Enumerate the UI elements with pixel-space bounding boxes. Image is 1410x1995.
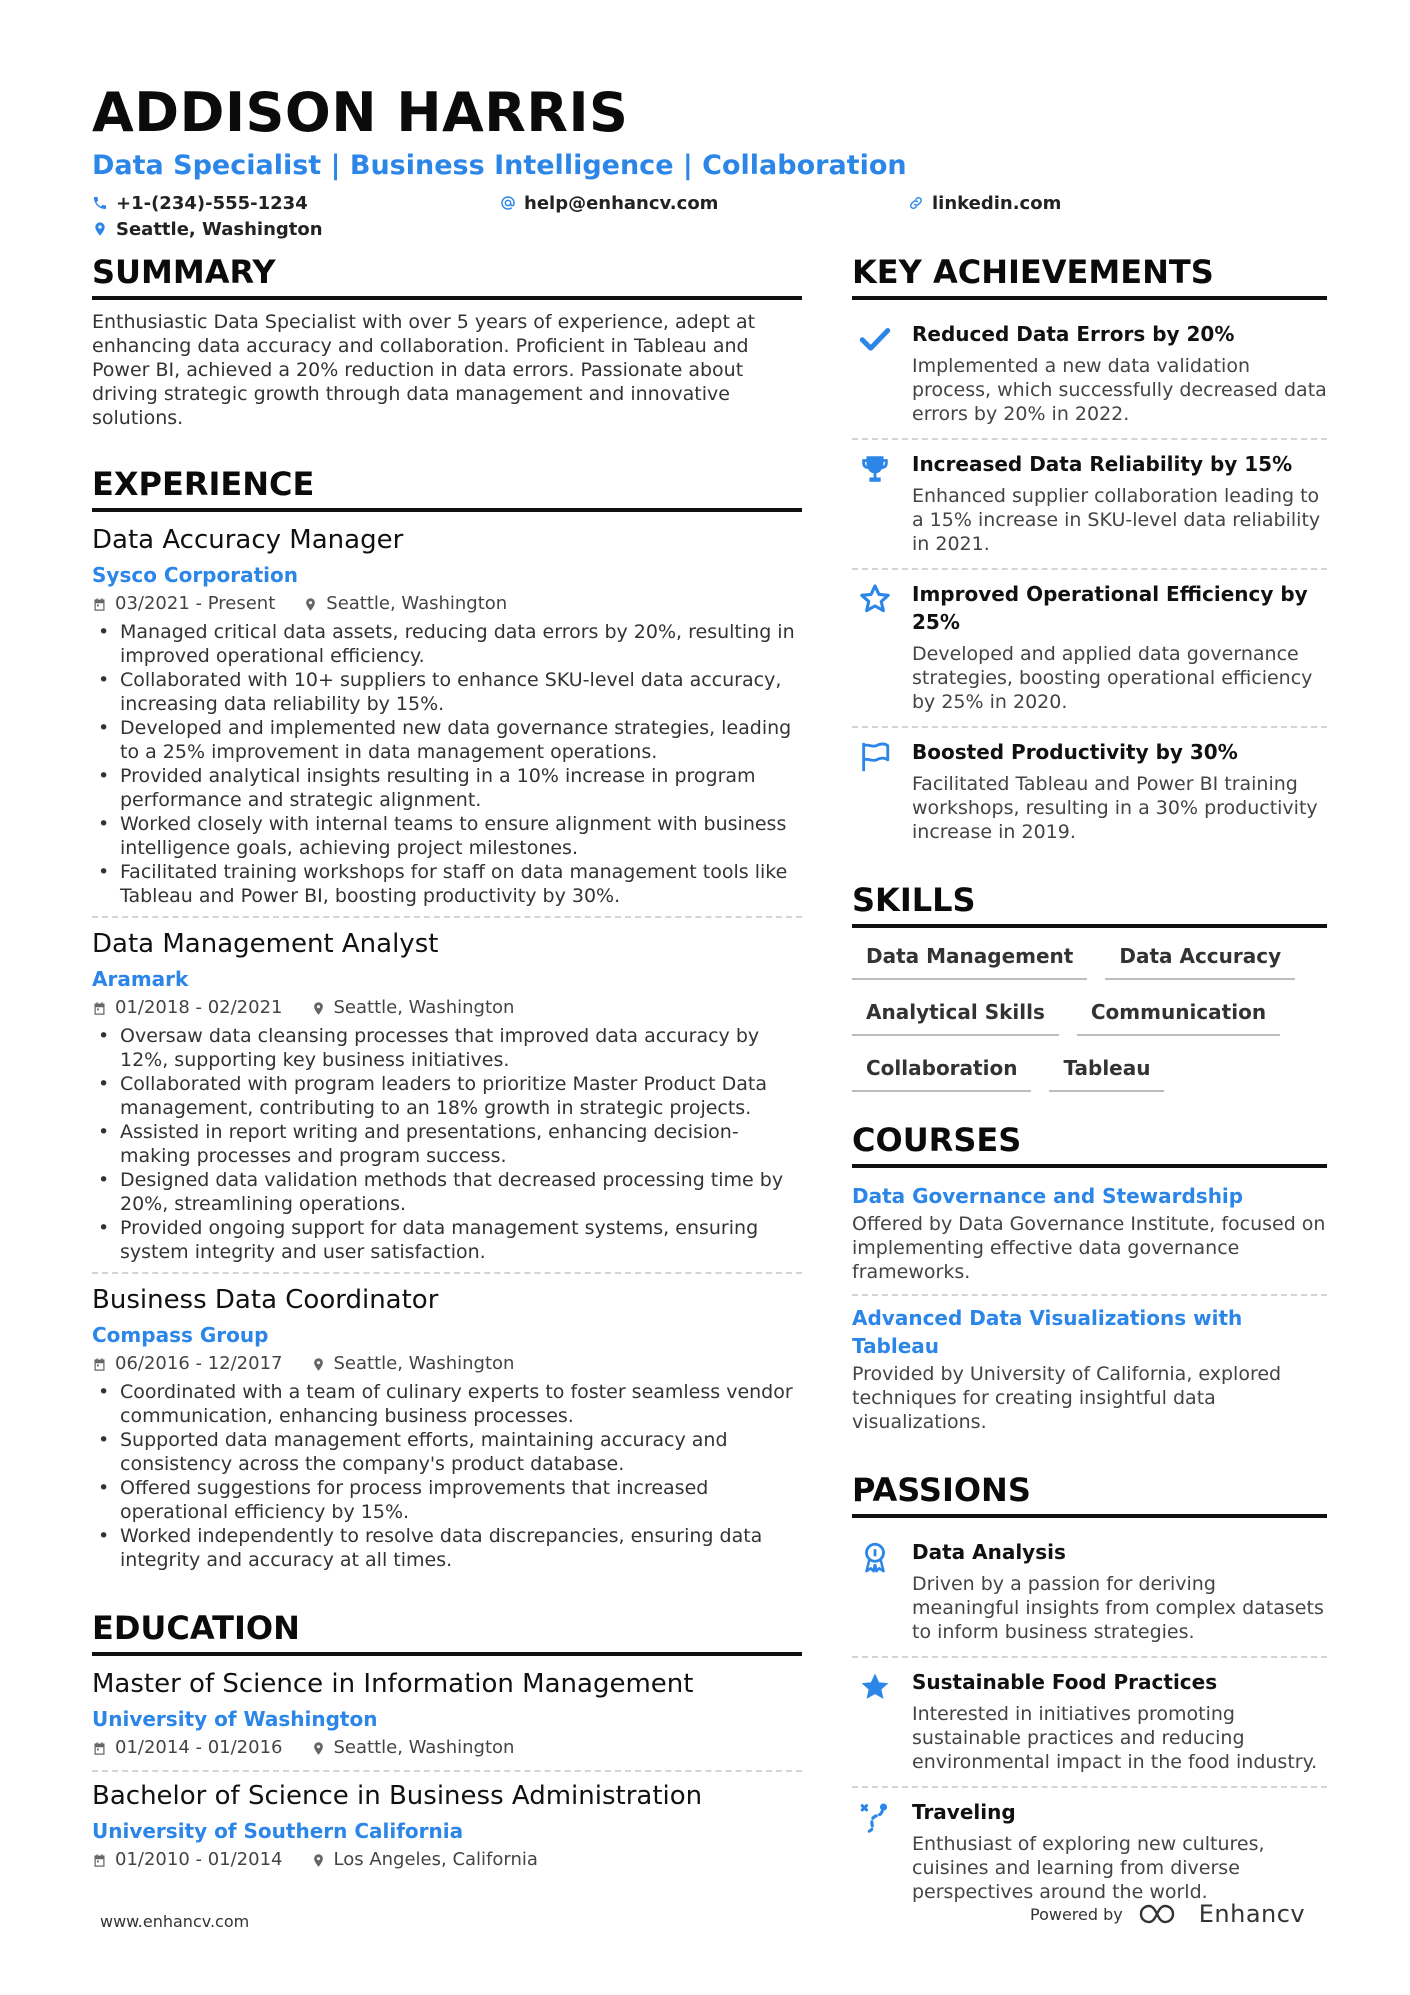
job-entry: [92, 522, 802, 916]
location-pin-icon: [303, 597, 318, 612]
achievement-item: [852, 438, 1327, 568]
skill-tag: Communication: [1077, 994, 1280, 1036]
school-name: University of Washington: [92, 1707, 378, 1731]
education-location: Seattle, Washington: [333, 1737, 515, 1758]
company-name: Aramark: [92, 967, 189, 991]
course-desc: Provided by University of California, explored techniques for creating insightful data visualizations.: [852, 1363, 1282, 1433]
checkmark-icon: [858, 322, 892, 356]
calendar-icon: [92, 1001, 107, 1016]
bullet-item: • Assisted in report writing and presentations, enhancing decision-making processes and program success.: [92, 1120, 802, 1168]
skill-tag: Collaboration: [852, 1050, 1031, 1092]
achievement-desc: Implemented a new data validation process, which successfully decreased data errors by 20% in 2022.: [912, 355, 1327, 425]
achievements-heading: KEY ACHIEVEMENTS: [852, 252, 1327, 300]
courses-heading: COURSES: [852, 1120, 1327, 1168]
location-pin-icon: [311, 1741, 326, 1756]
bullet-item: • Offered suggestions for process improvements that increased operational efficiency by 15%.: [92, 1476, 802, 1524]
courses-section: [852, 1120, 1327, 1444]
experience-heading: EXPERIENCE: [92, 464, 802, 512]
achievement-title: Increased Data Reliability by 15%: [912, 452, 1293, 476]
job-title: Business Data Coordinator: [92, 1285, 439, 1315]
job-location: Seattle, Washington: [326, 593, 508, 614]
education-entry: [92, 1770, 802, 1882]
calendar-icon: [92, 1741, 107, 1756]
email-text[interactable]: help@enhancv.com: [524, 192, 719, 214]
job-meta: [92, 994, 802, 1022]
star-outline-icon: [858, 582, 892, 616]
passion-item: [852, 1786, 1327, 1916]
skill-tag: Data Management: [852, 938, 1087, 980]
achievement-desc: Facilitated Tableau and Power BI training workshops, resulting in a 30% productivity increase in 2019.: [912, 773, 1318, 843]
job-bullets: [92, 620, 802, 908]
education-dates: 01/2014 - 01/2016: [115, 1737, 283, 1758]
job-dates: 03/2021 - Present: [115, 593, 276, 614]
job-location: Seattle, Washington: [333, 1353, 515, 1374]
education-heading: EDUCATION: [92, 1608, 802, 1656]
job-bullets: [92, 1024, 802, 1264]
bullet-item: • Worked closely with internal teams to ensure alignment with business intelligence goals, achieving project milestones.: [92, 812, 802, 860]
job-bullets: [92, 1380, 802, 1572]
award-ribbon-icon: [858, 1540, 892, 1574]
passion-title: Sustainable Food Practices: [912, 1670, 1218, 1694]
bullet-item: • Worked independently to resolve data discrepancies, ensuring data integrity and accuracy at all times.: [92, 1524, 802, 1572]
achievement-title: Reduced Data Errors by 20%: [912, 322, 1235, 346]
location-text: Seattle, Washington: [116, 218, 323, 240]
course-title: Advanced Data Visualizations with Tableau: [852, 1306, 1243, 1358]
education-meta: [92, 1846, 802, 1874]
candidate-name: ADDISON HARRIS: [92, 81, 629, 144]
degree-title: Master of Science in Information Management: [92, 1669, 694, 1699]
contact-linkedin[interactable]: [908, 190, 1061, 216]
education-entry: [92, 1666, 802, 1770]
calendar-icon: [92, 1357, 107, 1372]
achievement-item: [852, 568, 1327, 726]
resume-header: [92, 80, 1332, 242]
experience-section: [92, 464, 802, 1580]
job-entry: [92, 1272, 802, 1580]
achievement-item: [852, 310, 1327, 438]
degree-title: Bachelor of Science in Business Administration: [92, 1781, 703, 1811]
job-dates: 01/2018 - 02/2021: [115, 997, 283, 1018]
job-meta: [92, 590, 802, 618]
star-icon: [858, 1670, 892, 1704]
location-pin-icon: [92, 221, 108, 237]
job-dates: 06/2016 - 12/2017: [115, 1353, 283, 1374]
at-sign-icon: [500, 195, 516, 211]
location-pin-icon: [311, 1357, 326, 1372]
education-section: [92, 1608, 802, 1882]
skills-heading: SKILLS: [852, 880, 1327, 928]
job-title: Data Management Analyst: [92, 929, 439, 959]
summary-text: Enthusiastic Data Specialist with over 5 years of experience, adept at enhancing data accuracy and collaboration. Proficient in Tableau and Power BI, achieved a 20% reduction in data errors. Passionate about driving strategic growth through data management and innovative solutions.: [92, 311, 756, 429]
skill-tag: Data Accuracy: [1105, 938, 1295, 980]
job-title: Data Accuracy Manager: [92, 525, 404, 555]
right-column: [852, 252, 1327, 1916]
calendar-icon: [92, 1853, 107, 1868]
achievement-desc: Developed and applied data governance strategies, boosting operational efficiency by 25% in 2020.: [912, 643, 1313, 713]
skills-section: [852, 880, 1327, 1092]
link-icon: [908, 195, 924, 211]
contact-info: [92, 186, 1332, 242]
passion-desc: Enthusiast of exploring new cultures, cuisines and learning from diverse perspectives around the world.: [912, 1833, 1265, 1903]
bullet-item: • Facilitated training workshops for staff on data management tools like Tableau and Power BI, boosting productivity by 30%.: [92, 860, 802, 908]
summary-section: [92, 252, 802, 430]
headline: Data Specialist | Business Intelligence | Collaboration: [92, 150, 907, 181]
bullet-item: • Collaborated with 10+ suppliers to enhance SKU-level data accuracy, increasing data reliability by 15%.: [92, 668, 802, 716]
company-name: Sysco Corporation: [92, 563, 298, 587]
job-entry: [92, 916, 802, 1272]
course-item: [852, 1178, 1327, 1294]
linkedin-text[interactable]: linkedin.com: [932, 192, 1062, 214]
bullet-item: • Coordinated with a team of culinary experts to foster seamless vendor communication, enhancing business processes.: [92, 1380, 802, 1428]
contact-phone: [92, 190, 308, 216]
course-desc: Offered by Data Governance Institute, focused on implementing effective data governance frameworks.: [852, 1213, 1326, 1283]
education-dates: 01/2010 - 01/2014: [115, 1849, 283, 1870]
education-location: Los Angeles, California: [333, 1849, 538, 1870]
achievement-title: Boosted Productivity by 30%: [912, 740, 1238, 764]
bullet-item: • Managed critical data assets, reducing data errors by 20%, resulting in improved operational efficiency.: [92, 620, 802, 668]
passions-heading: PASSIONS: [852, 1470, 1327, 1518]
achievements-section: [852, 252, 1327, 856]
passion-desc: Driven by a passion for deriving meaningful insights from complex datasets to inform business strategies.: [912, 1573, 1324, 1643]
skill-tag: Analytical Skills: [852, 994, 1059, 1036]
bullet-item: • Provided ongoing support for data management systems, ensuring system integrity and user satisfaction.: [92, 1216, 802, 1264]
job-location: Seattle, Washington: [333, 997, 515, 1018]
contact-location: [92, 216, 323, 242]
calendar-icon: [92, 597, 107, 612]
company-name: Compass Group: [92, 1323, 269, 1347]
bullet-item: • Developed and implemented new data governance strategies, leading to a 25% improvement in data management operations.: [92, 716, 802, 764]
contact-email[interactable]: [500, 190, 718, 216]
phone-icon: [92, 195, 108, 211]
passion-title: Traveling: [912, 1800, 1016, 1824]
bullet-item: • Collaborated with program leaders to prioritize Master Product Data management, contributing to an 18% growth in strategic projects.: [92, 1072, 802, 1120]
bullet-item: • Oversaw data cleansing processes that improved data accuracy by 12%, supporting key business initiatives.: [92, 1024, 802, 1072]
left-column: [92, 252, 802, 1882]
footer-branding: [1030, 1900, 1305, 1928]
location-pin-icon: [311, 1001, 326, 1016]
route-icon: [858, 1800, 892, 1834]
passion-desc: Interested in initiatives promoting sustainable practices and reducing environmental impact in the food industry.: [912, 1703, 1318, 1773]
bullet-item: • Designed data validation methods that decreased processing time by 20%, streamlining operations.: [92, 1168, 802, 1216]
bullet-item: • Supported data management efforts, maintaining accuracy and consistency across the company's product database.: [92, 1428, 802, 1476]
achievement-title: Improved Operational Efficiency by 25%: [912, 582, 1308, 634]
location-pin-icon: [311, 1853, 326, 1868]
skills-list: [852, 938, 1327, 1092]
powered-by-label: Powered by: [1030, 1904, 1123, 1924]
flag-icon: [858, 740, 892, 774]
school-name: University of Southern California: [92, 1819, 464, 1843]
footer-website[interactable]: www.enhancv.com: [100, 1912, 250, 1931]
course-item: [852, 1294, 1327, 1444]
course-title: Data Governance and Stewardship: [852, 1184, 1244, 1208]
skill-tag: Tableau: [1049, 1050, 1164, 1092]
enhancv-brand: Enhancv: [1198, 1900, 1306, 1928]
passion-item: [852, 1656, 1327, 1786]
bullet-item: • Provided analytical insights resulting in a 10% increase in program performance and strategic alignment.: [92, 764, 802, 812]
summary-heading: SUMMARY: [92, 252, 802, 300]
achievement-item: [852, 726, 1327, 856]
passions-section: [852, 1470, 1327, 1916]
passion-item: [852, 1528, 1327, 1656]
enhancv-logo-icon: [1137, 1902, 1185, 1926]
job-meta: [92, 1350, 802, 1378]
achievement-desc: Enhanced supplier collaboration leading to a 15% increase in SKU-level data reliability in 2021.: [912, 485, 1321, 555]
education-meta: [92, 1734, 802, 1762]
phone-text: +1-(234)-555-1234: [116, 192, 308, 214]
passion-title: Data Analysis: [912, 1540, 1066, 1564]
trophy-icon: [858, 452, 892, 486]
